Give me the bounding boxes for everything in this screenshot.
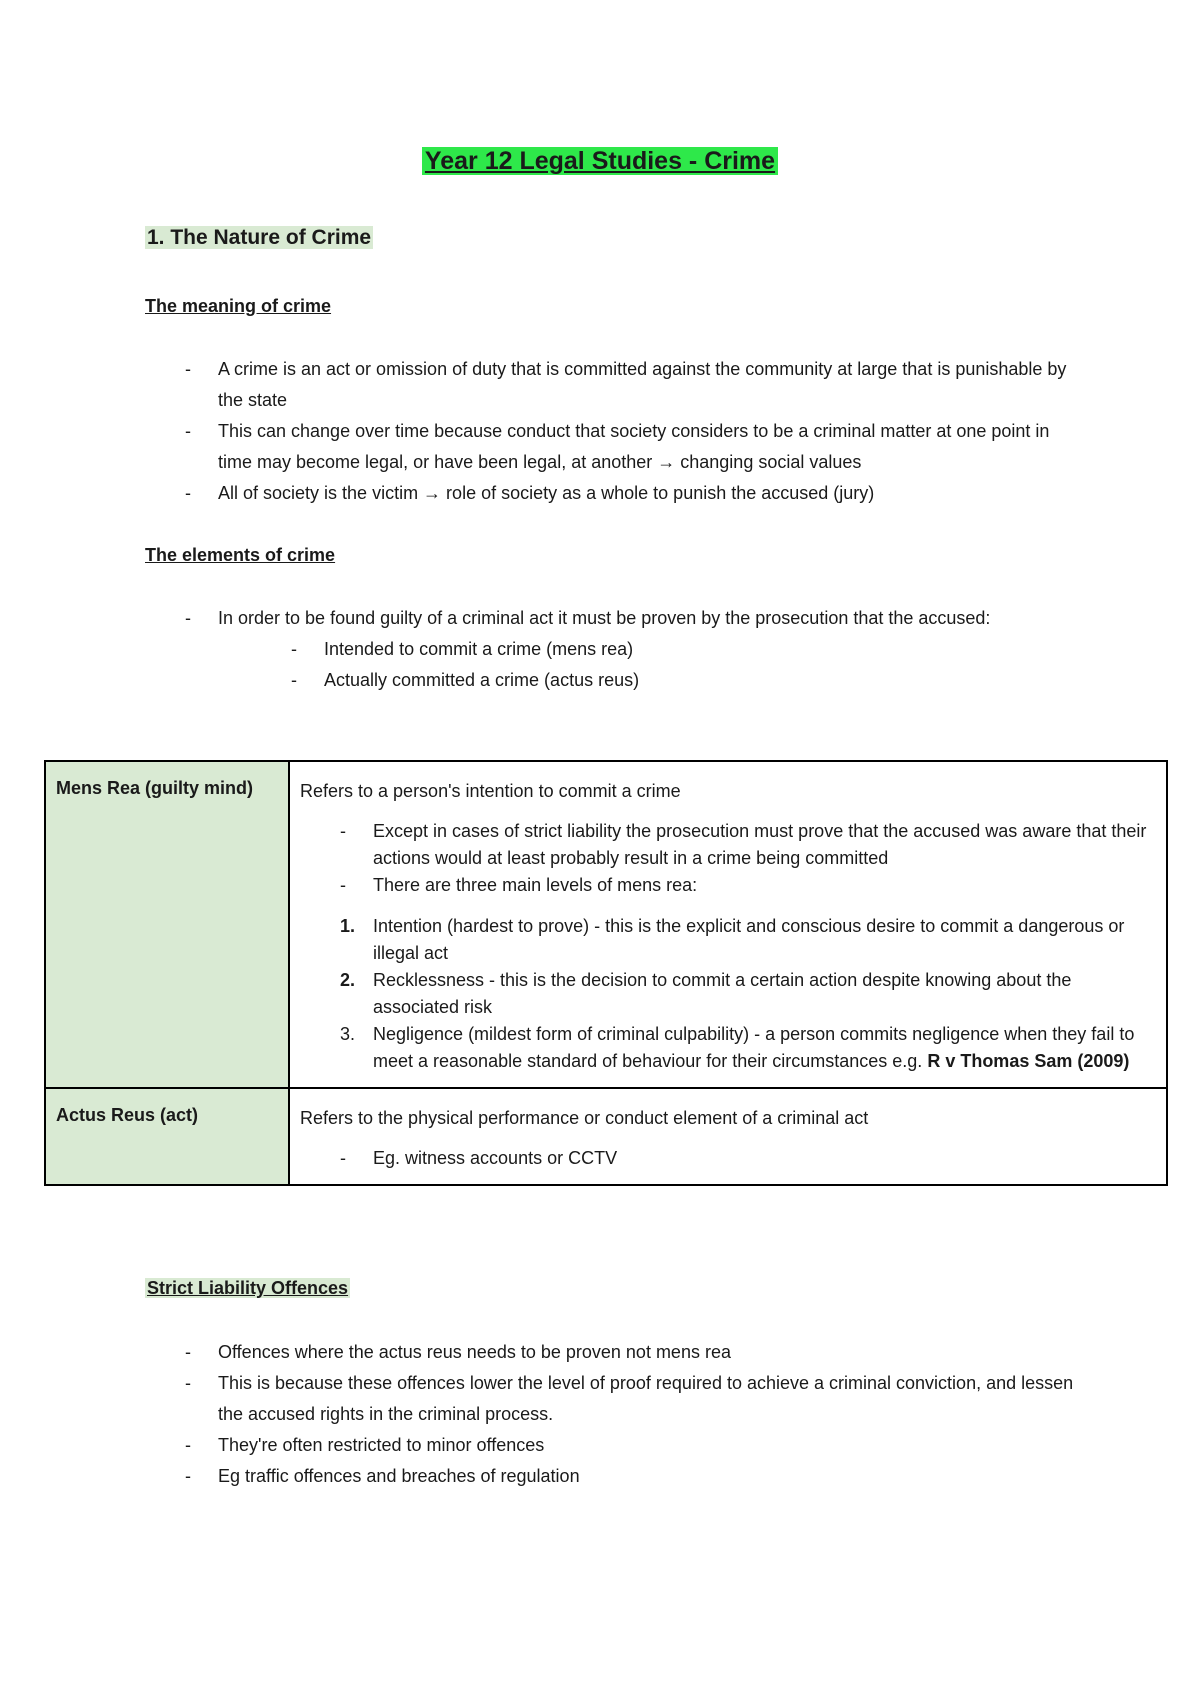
actus-reus-definition: Refers to the physical performance or conduct element of a criminal act	[300, 1108, 869, 1128]
list-item: - Eg. witness accounts or CCTV	[340, 1145, 1156, 1172]
elements-list	[185, 603, 1085, 696]
list-item: - Intended to commit a crime (mens rea)	[291, 634, 1085, 665]
list-item: - Actually committed a crime (actus reus)	[291, 665, 1085, 696]
table-row-mens-rea	[45, 761, 1167, 1088]
level-number: 2.	[340, 970, 356, 990]
section-heading: 1. The Nature of Crime	[147, 226, 372, 249]
elements-sub-list	[218, 634, 1085, 696]
actus-reus-label: Actus Reus (act)	[45, 1088, 289, 1185]
actus-reus-content	[289, 1088, 1167, 1185]
table-row-actus-reus	[45, 1088, 1167, 1185]
mens-rea-bullets	[300, 818, 1156, 899]
list-item: - This is because these offences lower the level of proof required to achieve a criminal conviction, and lessen the accused rights in the criminal process.	[185, 1368, 1085, 1430]
list-item: - Except in cases of strict liability the prosecution must prove that the accused was aware that their actions would at least probably result in a crime being committed	[340, 818, 1156, 872]
mens-rea-label: Mens Rea (guilty mind)	[45, 761, 289, 1088]
document-title: Year 12 Legal Studies - Crime	[0, 146, 1200, 177]
list-item: - In order to be found guilty of a criminal act it must be proven by the prosecution that the accused: - Intended to commit a crime (mens rea) - Actually committed a crime (actus reus)	[185, 603, 1085, 696]
list-item: - There are three main levels of mens rea:	[340, 872, 1156, 899]
level-number: 3.	[340, 1024, 356, 1044]
level-text: Recklessness - this is the decision to commit a certain action despite knowing about the associated risk	[373, 970, 1072, 1017]
meaning-list	[185, 354, 1085, 509]
mens-rea-definition: Refers to a person's intention to commit a crime	[300, 781, 681, 801]
list-item: - All of society is the victim → role of society as a whole to punish the accused (jury)	[185, 478, 1085, 509]
level-item	[340, 913, 1156, 967]
mens-rea-levels	[300, 913, 1156, 1075]
list-item: - Offences where the actus reus needs to be proven not mens rea	[185, 1337, 1085, 1368]
list-item: - Eg traffic offences and breaches of regulation	[185, 1461, 1085, 1492]
strict-liability-list	[185, 1337, 1085, 1492]
list-item: - They're often restricted to minor offences	[185, 1430, 1085, 1461]
mens-rea-content	[289, 761, 1167, 1088]
heading-elements-of-crime: The elements of crime	[145, 545, 336, 565]
level-number: 1.	[340, 916, 356, 936]
level-item	[340, 1021, 1156, 1075]
case-citation: R v Thomas Sam (2009)	[927, 1051, 1130, 1071]
list-item: - This can change over time because conduct that society considers to be a criminal matter at one point in time may become legal, or have been legal, at another → changing social values	[185, 416, 1085, 478]
level-text: Intention (hardest to prove) - this is the explicit and conscious desire to commit a dangerous or illegal act	[373, 916, 1125, 963]
level-text: Negligence (mildest form of criminal culpability) - a person commits negligence when they fail to meet a reasonable standard of behaviour for their circumstances e.g.	[373, 1024, 1135, 1071]
heading-strict-liability: Strict Liability Offences	[147, 1278, 349, 1298]
elements-table	[44, 760, 1168, 1186]
heading-meaning-of-crime: The meaning of crime	[145, 296, 332, 316]
level-item	[340, 967, 1156, 1021]
actus-reus-bullets	[300, 1145, 1156, 1172]
list-item: - A crime is an act or omission of duty that is committed against the community at large that is punishable by the state	[185, 354, 1085, 416]
